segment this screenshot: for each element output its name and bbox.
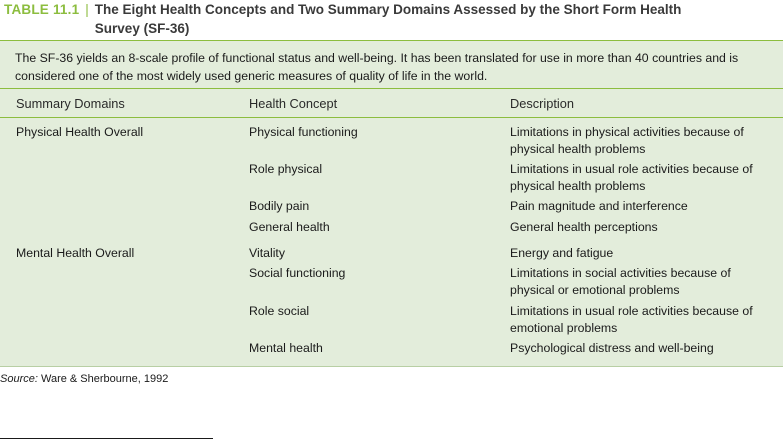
concept-cell: General health bbox=[249, 220, 330, 234]
column-header-description: Description bbox=[510, 96, 575, 111]
description-cell: Limitations in usual role activities because of physical health problems bbox=[510, 162, 753, 193]
domain-cell: Physical Health Overall bbox=[16, 125, 144, 139]
description-cell: Limitations in social activities because of physical or emotional problems bbox=[510, 266, 731, 297]
footnote-rule bbox=[0, 438, 213, 439]
description-cell: Psychological distress and well-being bbox=[510, 341, 714, 355]
concept-cell: Role physical bbox=[249, 162, 323, 176]
concept-cell: Role social bbox=[249, 304, 310, 318]
concept-cell: Mental health bbox=[249, 341, 323, 355]
header-top-rule bbox=[0, 88, 783, 89]
description-cell: General health perceptions bbox=[510, 220, 658, 234]
column-header-health-concept: Health Concept bbox=[249, 96, 338, 111]
table-title: The Eight Health Concepts and Two Summary Domains Assessed by the Short Form Health Survey (SF-36) bbox=[94, 2, 682, 36]
source-citation: Ware & Sherbourne, 1992 bbox=[40, 373, 169, 385]
table-title-row bbox=[4, 0, 779, 38]
description-cell: Energy and fatigue bbox=[510, 246, 614, 260]
concept-cell: Social functioning bbox=[249, 266, 346, 280]
concept-cell: Bodily pain bbox=[249, 199, 310, 213]
table-label: TABLE 11.1 bbox=[4, 2, 80, 17]
concept-cell: Vitality bbox=[249, 246, 285, 260]
description-cell: Limitations in usual role activities because of emotional problems bbox=[510, 304, 753, 335]
table-intro: The SF-36 yields an 8-scale profile of functional status and well-being. It has been translated for use in more than 40 countries and is considered one of the most widely used generic measures of quality of life in the world. bbox=[15, 51, 739, 83]
source-note bbox=[0, 372, 168, 386]
column-header-summary-domains: Summary Domains bbox=[16, 96, 125, 111]
source-label: Source: bbox=[0, 373, 38, 385]
table-bottom-rule bbox=[0, 366, 783, 367]
description-cell: Pain magnitude and interference bbox=[510, 199, 688, 213]
description-cell: Limitations in physical activities because of physical health problems bbox=[510, 125, 744, 156]
domain-cell: Mental Health Overall bbox=[16, 246, 135, 260]
concept-cell: Physical functioning bbox=[249, 125, 358, 139]
title-separator: | bbox=[85, 2, 89, 17]
header-bottom-rule bbox=[0, 117, 783, 118]
